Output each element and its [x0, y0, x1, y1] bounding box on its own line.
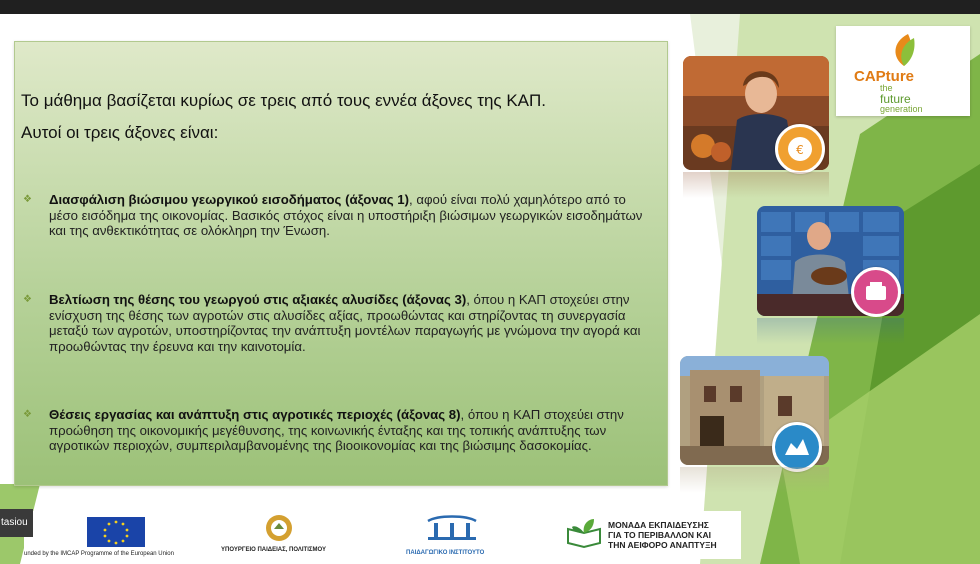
ministry-caption: ΥΠΟΥΡΓΕΙΟ ΠΑΙΔΕΙΑΣ, ΠΟΛΙΤΙΣΜΟΥ [221, 547, 326, 553]
slide-subheading: Αυτοί οι τρεις άξονες είναι: [21, 123, 219, 142]
participant-name-tag[interactable]: tasiou [0, 509, 33, 537]
bullet-title: Διασφάλιση βιώσιμου γεωργικού εισοδήματος (άξονας 1) [49, 192, 410, 207]
bullet-diamond-icon: ❖ [23, 194, 32, 205]
unit-caption-line: ΤΗΝ ΑΕΙΦΟΡΟ ΑΝΑΠΤΥΞΗ [608, 540, 717, 550]
slide-heading: Το μάθημα βασίζεται κυρίως σε τρεις από τους εννέα άξονες της ΚΑΠ. [21, 91, 546, 110]
svg-text:€: € [796, 143, 804, 157]
bullet-diamond-icon: ❖ [23, 409, 32, 420]
environmental-unit-logo-icon [564, 517, 604, 551]
bullet-text: , όπου η ΚΑΠ στοχεύει στην ενίσχυση της θέσης των αγροτών στις αλυσίδες αξίας, προωθώντας και στηρίζοντας τη συνεργασία μεταξύ των αγροτών, υποστηρίζοντας την ανάπτυξη μοντέλων παραγωγής με γνώμονα την αγορά και προωθώντας την έρευνα και την καινοτομία. [49, 292, 641, 354]
video-call-top-bar [0, 0, 980, 14]
bullet-text: , όπου η ΚΑΠ στοχεύει στην προώθηση της οικονομικής μεγέθυνσης, της κοινωνικής ένταξης και της τοπικής ανάπτυξης των αγροτικών περιοχών, συμπεριλαμβανομένης της βιοοικονομίας και της βιώσιμης δασοκομίας. [49, 407, 624, 454]
farmer-income-badge-icon [775, 124, 825, 174]
bullet-axis-3 [23, 292, 653, 354]
bullet-title: Βελτίωση της θέσης του γεωργού στις αξιακές αλυσίδες (άξονας 3) [49, 292, 467, 307]
bullet-axis-1 [23, 192, 653, 239]
logo-cap-text: CAPture [854, 68, 915, 85]
logo-tagline-line: generation [880, 104, 923, 114]
unit-caption-line: ΓΙΑ ΤΟ ΠΕΡΙΒΑΛΛΟΝ ΚΑΙ [608, 530, 711, 540]
cyprus-emblem-icon [264, 513, 294, 543]
pedagogical-institute-logo-icon [422, 513, 482, 543]
bullet-text: , αφού είναι πολύ χαμηλότερο από το μέσο εισόδημα της οικονομίας. Βασικός στόχος είναι η υποστήριξη βιώσιμων γεωργικών εισοδημάτων και της ανθεκτικότητας σε ολόκληρη την Ένωση. [49, 192, 643, 239]
rural-jobs-badge-icon [772, 422, 822, 472]
logo-tagline-line: future [880, 92, 911, 106]
photo-reflection [680, 467, 829, 493]
capture-logo [836, 26, 970, 116]
logo-tagline-line: the [880, 83, 893, 93]
institute-caption: ΠΑΙΔΑΓΩΓΙΚΟ ΙΝΣΤΙΤΟΥΤΟ [406, 550, 485, 556]
shared-slide [0, 14, 980, 564]
eu-funding-caption: unded by the IMCAP Programme of the European Union [24, 551, 174, 557]
unit-caption-line: ΜΟΝΑΔΑ ΕΚΠΑΙΔΕΥΣΗΣ [608, 520, 709, 530]
bullet-title: Θέσεις εργασίας και ανάπτυξη στις αγροτικές περιοχές (άξονας 8) [49, 407, 461, 422]
logo-tagline [880, 84, 923, 114]
bullet-axis-8 [23, 407, 653, 454]
environmental-unit-caption [608, 520, 738, 550]
leaf-logo-icon [884, 30, 924, 70]
bullet-diamond-icon: ❖ [23, 294, 32, 305]
photo-reflection [757, 318, 904, 344]
eu-flag-icon [87, 517, 145, 547]
content-panel [14, 41, 668, 486]
photo-reflection [683, 172, 829, 198]
value-chain-badge-icon [851, 267, 901, 317]
